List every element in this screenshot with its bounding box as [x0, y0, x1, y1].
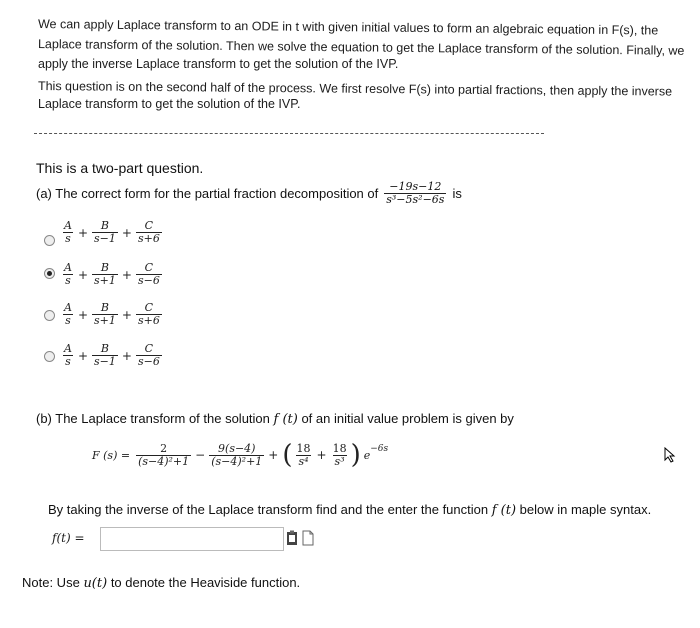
section-divider [34, 133, 544, 134]
answer-input[interactable] [100, 527, 284, 551]
intro-line-1: We can apply Laplace transform to an ODE in t with given initial values to form an algebraic equation in F(s), the [37, 17, 659, 38]
part-a-numerator: −19s−12 [389, 180, 442, 193]
option-2-radio[interactable] [44, 268, 55, 279]
document-icon[interactable] [302, 530, 314, 546]
answer-label: f(t) = [52, 531, 85, 545]
option-1[interactable]: $\frac{A}{s}$ + $\frac{B}{s-1}$ + $\frac{C}{s+6}$ [64, 219, 160, 245]
mouse-cursor-icon [664, 447, 676, 463]
intro-line-2: Laplace transform of the solution. Then we solve the equation to get the Laplace transform of the solution. Finally, we [37, 37, 685, 58]
intro-line-3: apply the inverse Laplace transform to get the solution of the IVP. [38, 57, 399, 71]
laplace-expression: F (s) = $\frac{2}{\text{(s−4)²+1}}$ − $\frac{9(s-4)}{\text{(s−4)²+1}}$ + ( $\frac{18}{\text{s⁴}}$ + $\frac{18}{\text{s³}}$ ) e $^{-6s}$ [92, 440, 389, 470]
part-a-denominator: s³−5s²−6s [386, 193, 445, 206]
instruction: By taking the inverse of the Laplace transform find and the enter the function f (t) below in maple syntax. [48, 502, 652, 518]
option-4[interactable]: $\frac{A}{s}$ + $\frac{B}{s-1}$ + $\frac{C}{s-6}$ [64, 342, 160, 368]
Fs-label: F (s) = [92, 448, 131, 462]
option-3-radio[interactable] [44, 310, 55, 321]
part-a-prompt [36, 181, 462, 206]
option-3[interactable]: $\frac{A}{s}$ + $\frac{B}{s+1}$ + $\frac{C}{s+6}$ [64, 301, 160, 327]
part-b-prompt: (b) The Laplace transform of the solution f (t) of an initial value problem is given by [36, 411, 514, 427]
question-heading: This is a two-part question. [36, 160, 204, 176]
option-1-radio[interactable] [44, 235, 55, 246]
intro-line-4: This question is on the second half of the process. We first resolve F(s) into partial fractions, then apply the inverse [37, 79, 673, 99]
intro-line-5: Laplace transform to get the solution of the IVP. [38, 97, 301, 111]
option-2[interactable]: $\frac{A}{s}$ + $\frac{B}{s+1}$ + $\frac{C}{s-6}$ [64, 261, 160, 287]
option-4-radio[interactable] [44, 351, 55, 362]
part-a-suffix: is [452, 186, 462, 201]
part-a-prefix: (a) The correct form for the partial fraction decomposition of [36, 186, 379, 201]
note: Note: Use u(t) to denote the Heaviside function. [22, 575, 301, 591]
part-a-fraction [384, 181, 446, 206]
clipboard-icon[interactable] [286, 530, 298, 546]
